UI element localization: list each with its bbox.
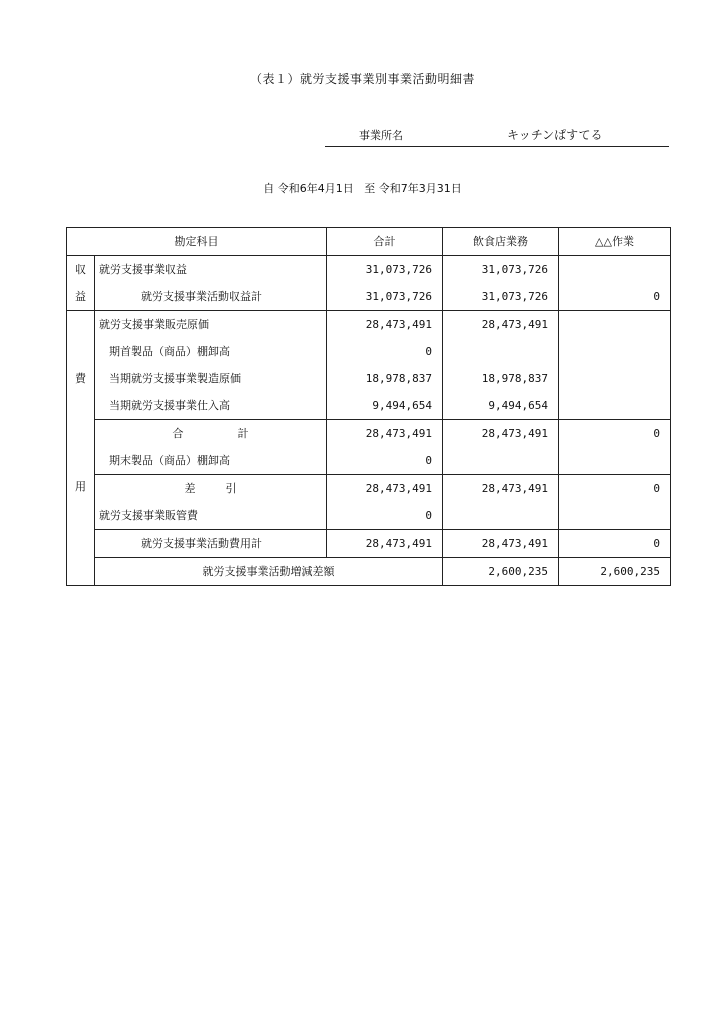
table-row	[67, 392, 671, 420]
table-row	[67, 530, 671, 558]
header-other-work: △△作業	[559, 228, 671, 256]
cell-restaurant	[443, 338, 559, 365]
table-row	[67, 338, 671, 365]
table-row	[67, 420, 671, 448]
cell-restaurant: 28,473,491	[443, 475, 559, 503]
cell-restaurant: 31,073,726	[443, 283, 559, 311]
table-row	[67, 447, 671, 475]
cell-restaurant: 28,473,491	[443, 311, 559, 339]
header-total: 合計	[327, 228, 443, 256]
cell-total: 9,494,654	[327, 392, 443, 420]
cell-other	[559, 365, 671, 392]
cell-other: 0	[559, 420, 671, 448]
row-label: 就労支援事業販管費	[95, 502, 327, 530]
table-row	[67, 475, 671, 503]
row-label: 当期就労支援事業製造原価	[95, 365, 327, 392]
cell-restaurant: 9,494,654	[443, 392, 559, 420]
cell-other	[559, 447, 671, 475]
row-label: 就労支援事業活動費用計	[95, 530, 327, 558]
cell-other: 0	[559, 530, 671, 558]
cell-restaurant: 28,473,491	[443, 420, 559, 448]
header-restaurant: 飲食店業務	[443, 228, 559, 256]
cell-total: 0	[327, 447, 443, 475]
subtotal-label: 合 計	[95, 420, 327, 448]
table-row	[67, 365, 671, 392]
reporting-period	[0, 180, 725, 196]
cell-restaurant	[443, 502, 559, 530]
activity-statement-table	[66, 227, 671, 586]
cell-total: 28,473,491	[327, 420, 443, 448]
cell-other	[559, 392, 671, 420]
cell-total: 31,073,726	[327, 283, 443, 311]
difference-label: 差 引	[95, 475, 327, 503]
row-label: 当期就労支援事業仕入高	[95, 392, 327, 420]
cell-restaurant: 18,978,837	[443, 365, 559, 392]
cell-total: 28,473,491	[327, 311, 443, 339]
row-label: 就労支援事業販売原価	[95, 311, 327, 339]
period-from-date: 令和6年4月1日	[277, 182, 354, 195]
cell-restaurant: 31,073,726	[443, 256, 559, 284]
cell-other	[559, 256, 671, 284]
table-header-row	[67, 228, 671, 256]
expense-side-label: 費 用	[67, 311, 95, 586]
cell-restaurant	[443, 447, 559, 475]
cell-total: 31,073,726	[327, 256, 443, 284]
cell-restaurant: 28,473,491	[443, 530, 559, 558]
cell-total: 28,473,491	[327, 530, 443, 558]
cell-total: 0	[327, 502, 443, 530]
office-name-label: 事業所名	[359, 129, 403, 142]
row-label: 就労支援事業活動収益計	[95, 283, 327, 311]
row-label: 期首製品（商品）棚卸高	[95, 338, 327, 365]
cell-total: 18,978,837	[327, 365, 443, 392]
cell-other	[559, 311, 671, 339]
cell-total: 28,473,491	[327, 475, 443, 503]
cell-other: 0	[559, 475, 671, 503]
period-to-label: 至	[364, 182, 376, 195]
table-row	[67, 311, 671, 339]
cell-total: 0	[327, 338, 443, 365]
row-label: 期末製品（商品）棚卸高	[95, 447, 327, 475]
document-title: （表１）就労支援事業別事業活動明細書	[249, 72, 475, 86]
table-row	[67, 256, 671, 284]
net-change-label: 就労支援事業活動増減差額	[95, 558, 443, 586]
table-row	[67, 283, 671, 311]
cell-total: 2,600,235	[443, 558, 559, 586]
period-from-label: 自	[263, 182, 275, 195]
table-row	[67, 502, 671, 530]
cell-other	[559, 338, 671, 365]
cell-restaurant: 2,600,235	[559, 558, 671, 586]
table-row	[67, 558, 671, 586]
cell-other	[559, 502, 671, 530]
office-name-field	[325, 124, 669, 147]
row-label: 就労支援事業収益	[95, 256, 327, 284]
cell-other: 0	[559, 283, 671, 311]
period-to-date: 令和7年3月31日	[378, 182, 462, 195]
revenue-side-label: 収 益	[67, 256, 95, 311]
header-account-item: 勘定科目	[67, 228, 327, 256]
office-name-value: キッチンぱすてる	[507, 128, 603, 142]
